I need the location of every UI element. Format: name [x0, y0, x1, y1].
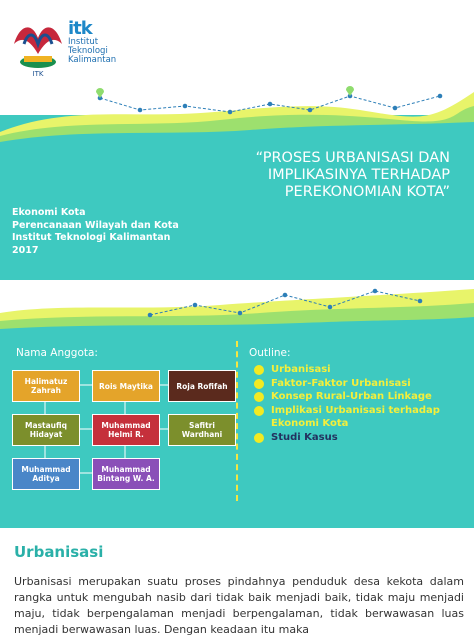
members-label: Nama Anggota: [16, 347, 98, 359]
title-line: IMPLIKASINYA TERHADAP [267, 167, 450, 183]
map-pin-icon [96, 88, 104, 98]
member-name: Muhammad Bintang W. A. [97, 465, 155, 483]
member-name: Muhammad Helmi R. [101, 421, 151, 439]
logo-sub-line: Teknologi [68, 46, 108, 56]
outline-label: Outline: [249, 347, 291, 359]
outline-item-text: Konsep Rural-Urban Linkage [271, 391, 432, 402]
member-card [12, 458, 80, 490]
member-name: Muhammad Aditya [21, 465, 71, 483]
map-pin-icon [346, 86, 354, 96]
member-card [92, 370, 160, 402]
body-text [14, 574, 464, 638]
outline-item [254, 363, 464, 377]
outline-item [254, 390, 464, 404]
title-line: PEREKONOMIAN KOTA” [284, 184, 450, 200]
section-heading: Urbanisasi [14, 543, 104, 561]
outline-item [254, 404, 464, 431]
outline-item [254, 431, 464, 445]
logo-sub-line: Institut [68, 37, 99, 47]
outline-item-text: Implikasi Urbanisasi terhadap Ekonomi Kota [271, 404, 440, 429]
outline-item-text: Studi Kasus [271, 431, 338, 443]
body-paragraph: Urbanisasi merupakan suatu proses pindahnya penduduk desa kekota dalam rangka untuk mengubah nasib dari tidak baik menjadi baik, tidak maju menjadi maju, tidak berpengalaman menjadi berpengalaman, tidak berwawasan luas menjadi berwawasan luas. Dengan keadaan itu maka [14, 575, 464, 636]
bullet-dot-icon [254, 406, 264, 416]
slide-title [190, 150, 450, 201]
bullet-dot-icon [254, 392, 264, 402]
member-name: Halimatuz Zahrah [24, 377, 68, 395]
course-info [12, 207, 179, 257]
wave-decoration [0, 70, 474, 150]
member-name: Roja Rofifah [176, 381, 228, 391]
logo-sub-line: Kalimantan [68, 55, 117, 65]
bullet-dot-icon [254, 365, 264, 375]
outline-item-text: Urbanisasi [271, 364, 331, 375]
outline-item [254, 377, 464, 391]
outline-item-text: Faktor-Faktor Urbanisasi [271, 377, 411, 389]
member-card [12, 370, 80, 402]
svg-text:ITK: ITK [32, 70, 44, 78]
member-card [92, 414, 160, 446]
outline-list [254, 363, 464, 444]
member-card [168, 414, 236, 446]
member-card [168, 370, 236, 402]
itk-emblem-logo [10, 14, 66, 84]
member-card [92, 458, 160, 490]
title-line: “PROSES URBANISASI DAN [255, 150, 450, 166]
bullet-dot-icon [254, 433, 264, 443]
logo-word: itk [68, 18, 92, 39]
member-name: Safitri Wardhani [181, 421, 223, 439]
member-name: Mastaufiq Hidayat [25, 421, 67, 439]
member-connectors [0, 283, 240, 528]
course-name: Ekonomi Kota [12, 207, 86, 218]
member-name: Rois Maytika [99, 381, 153, 391]
urbanisasi-slide [0, 530, 474, 636]
program-name: Perencanaan Wilayah dan Kota [12, 219, 179, 231]
bullet-dot-icon [254, 379, 264, 389]
dashed-divider [236, 341, 238, 501]
year: 2017 [12, 244, 39, 256]
itk-logo-text [68, 20, 116, 65]
members-outline-slide [0, 283, 474, 528]
title-slide [0, 0, 474, 280]
institution-name: Institut Teknologi Kalimantan [12, 232, 171, 243]
member-card [12, 414, 80, 446]
